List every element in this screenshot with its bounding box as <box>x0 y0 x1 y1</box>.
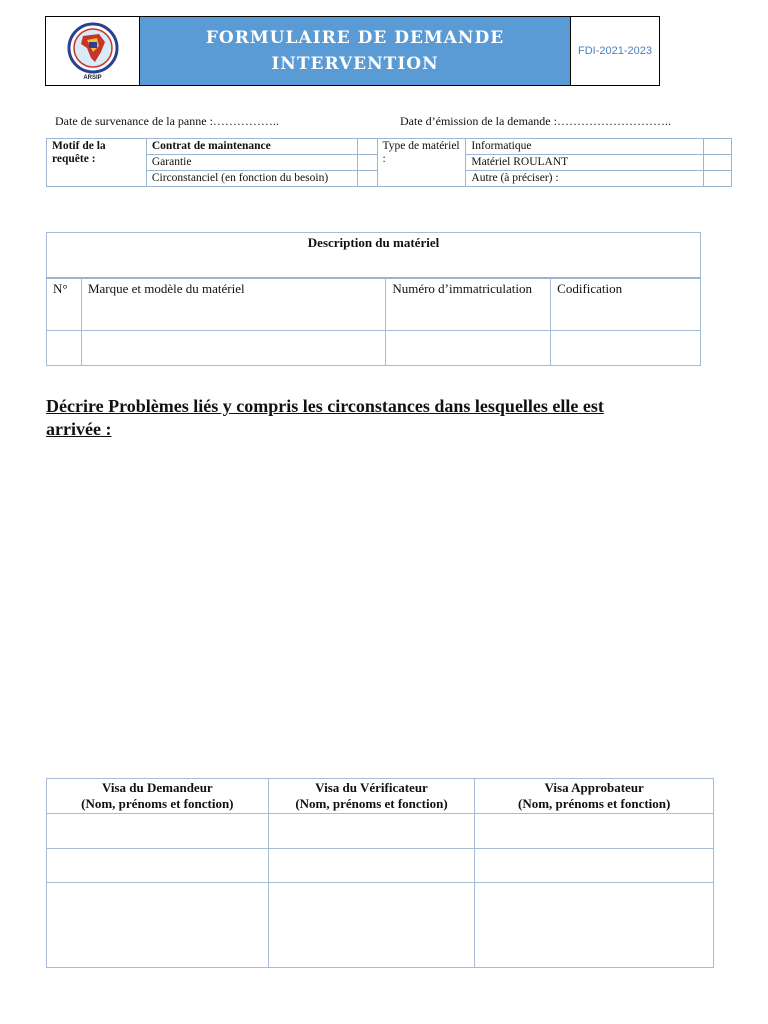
type-checkbox-autre[interactable] <box>704 171 732 187</box>
type-checkbox-roulant[interactable] <box>704 155 732 171</box>
date-panne[interactable]: Date de survenance de la panne :…………….. <box>55 114 279 128</box>
materiel-col-immatriculation: Numéro d’immatriculation <box>386 278 551 330</box>
type-option-roulant: Matériel ROULANT <box>466 155 704 171</box>
motif-label: Motif de la requête : <box>47 139 147 187</box>
problem-description-area[interactable] <box>46 450 714 760</box>
motif-option-contrat: Contrat de maintenance <box>146 139 357 155</box>
visa-approbateur-signature-cell[interactable] <box>475 883 714 968</box>
visa-demandeur-sub: (Nom, prénoms et fonction) <box>81 796 234 811</box>
visa-verificateur-sub: (Nom, prénoms et fonction) <box>295 796 448 811</box>
visa-approbateur-sub: (Nom, prénoms et fonction) <box>517 796 671 811</box>
type-label: Type de matériel : <box>377 139 466 187</box>
form-code <box>571 17 659 85</box>
visa-approbateur-name-cell[interactable] <box>475 814 714 849</box>
visa-table <box>46 778 714 968</box>
visa-demandeur-function-cell[interactable] <box>47 849 269 883</box>
materiel-col-no: N° <box>47 278 82 330</box>
materiel-cell-immatriculation[interactable] <box>386 330 551 365</box>
type-checkbox-informatique[interactable] <box>704 139 732 155</box>
visa-verificateur-title: Visa du Vérificateur <box>315 780 428 795</box>
visa-approbateur-title: Visa Approbateur <box>544 780 644 795</box>
visa-verificateur-header <box>268 779 475 814</box>
date-emission[interactable]: Date d’émission de la demande :……………………….. <box>400 114 671 128</box>
form-header <box>45 16 660 86</box>
materiel-col-marque: Marque et modèle du matériel <box>81 278 385 330</box>
problem-section-title: Décrire Problèmes liés y compris les circonstances dans lesquelles elle est arrivée : <box>46 396 604 439</box>
motif-checkbox-contrat[interactable] <box>357 139 377 155</box>
materiel-title: Description du matériel <box>47 233 701 279</box>
visa-demandeur-title: Visa du Demandeur <box>101 780 213 795</box>
materiel-table <box>46 232 701 366</box>
motif-option-circonstanciel: Circonstanciel (en fonction du besoin) <box>146 171 357 187</box>
logo <box>46 17 140 85</box>
title-line-2: INTERVENTION <box>271 54 439 74</box>
motif-table <box>46 138 732 187</box>
type-option-informatique: Informatique <box>466 139 704 155</box>
visa-approbateur-header <box>475 779 714 814</box>
materiel-cell-marque[interactable] <box>81 330 385 365</box>
visa-verificateur-name-cell[interactable] <box>268 814 475 849</box>
globe-logo-icon <box>61 22 125 74</box>
form-title <box>140 17 571 85</box>
visa-verificateur-signature-cell[interactable] <box>268 883 475 968</box>
visa-demandeur-signature-cell[interactable] <box>47 883 269 968</box>
title-line-1: FORMULAIRE DE DEMANDE <box>205 28 505 48</box>
visa-demandeur-name-cell[interactable] <box>47 814 269 849</box>
type-option-autre: Autre (à préciser) : <box>466 171 704 187</box>
motif-option-garantie: Garantie <box>146 155 357 171</box>
motif-checkbox-garantie[interactable] <box>357 155 377 171</box>
form-code-text: FDI-2021-2023 <box>578 45 652 57</box>
materiel-cell-no[interactable] <box>47 330 82 365</box>
logo-label: ARSIP <box>83 74 102 81</box>
materiel-col-codification: Codification <box>551 278 701 330</box>
visa-verificateur-function-cell[interactable] <box>268 849 475 883</box>
motif-checkbox-circonstanciel[interactable] <box>357 171 377 187</box>
materiel-cell-codification[interactable] <box>551 330 701 365</box>
visa-approbateur-function-cell[interactable] <box>475 849 714 883</box>
visa-demandeur-header <box>47 779 269 814</box>
